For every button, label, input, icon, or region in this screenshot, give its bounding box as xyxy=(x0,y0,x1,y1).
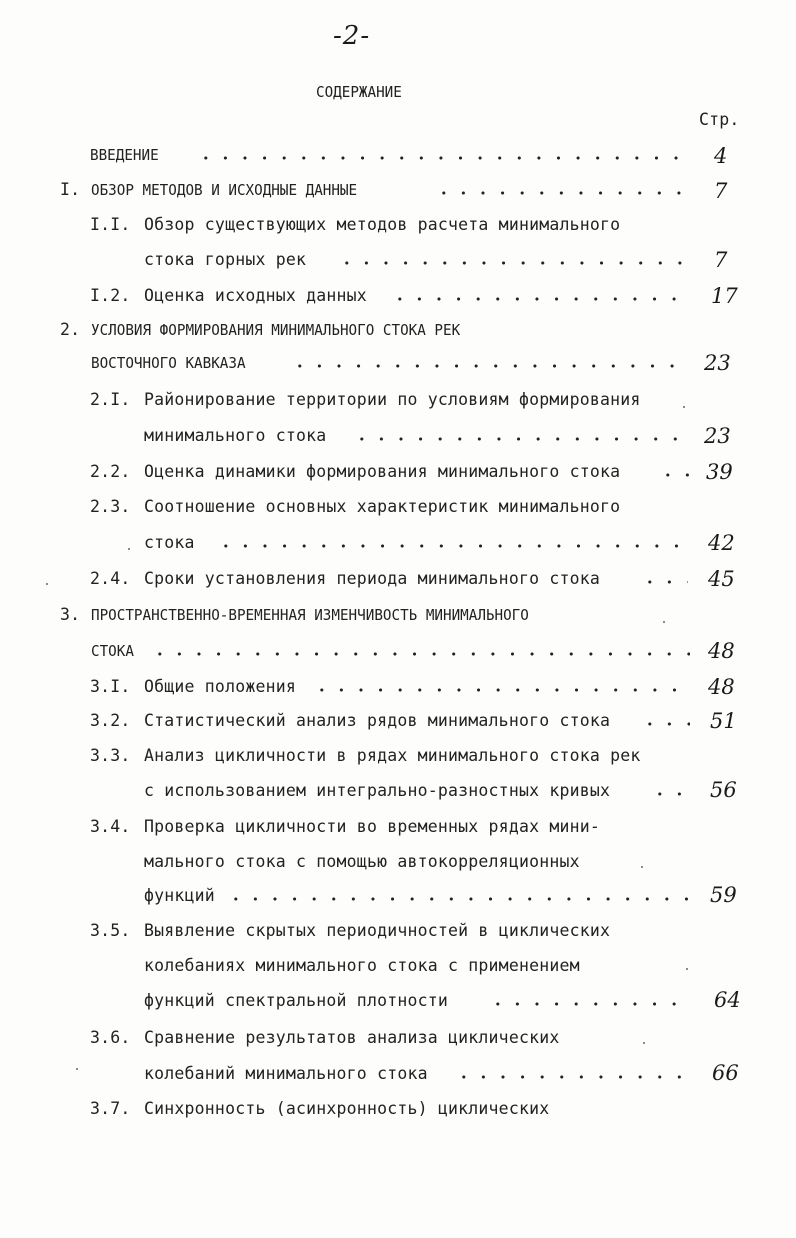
toc-entry-text: Общие положения xyxy=(144,677,297,696)
toc-leader-dots xyxy=(290,363,690,369)
toc-entry-text: ОБЗОР МЕТОДОВ И ИСХОДНЫЕ ДАННЫЕ xyxy=(91,181,358,199)
toc-entry-text: Соотношение основных характеристик минимального xyxy=(144,497,621,516)
toc-leader-dots xyxy=(434,190,689,196)
scan-speck xyxy=(643,1042,645,1044)
toc-leader-dots xyxy=(454,1074,690,1080)
page-column-label: Стр. xyxy=(699,110,740,129)
scan-speck xyxy=(641,866,643,868)
toc-entry-number: 2. xyxy=(60,320,81,339)
toc-entry-text: Проверка цикличности во временных рядах мини- xyxy=(144,817,601,836)
toc-leader-dots xyxy=(640,721,690,727)
toc-entry-number: I.2. xyxy=(90,286,131,305)
toc-entry-text: Анализ цикличности в рядах минимального стока рек xyxy=(144,746,641,765)
toc-leader-dots xyxy=(337,260,687,266)
toc-page-number: 23 xyxy=(704,351,731,375)
toc-page-number: 56 xyxy=(710,778,737,802)
toc-entry-number: 2.4. xyxy=(90,569,131,588)
toc-entry-text: мального стока с помощью автокорреляционных xyxy=(144,852,580,871)
toc-page-number: 64 xyxy=(714,988,741,1012)
toc-entry-text: Обзор существующих методов расчета минимального xyxy=(144,215,621,234)
toc-leader-dots xyxy=(650,791,690,797)
toc-page-number: 51 xyxy=(710,709,737,733)
scan-speck xyxy=(663,621,665,623)
toc-entry-number: 3.I. xyxy=(90,677,131,696)
toc-entry-number: 3.6. xyxy=(90,1028,131,1047)
toc-page-number: 59 xyxy=(710,883,737,907)
toc-leader-dots xyxy=(352,436,687,442)
toc-page-number: 39 xyxy=(706,460,733,484)
toc-leader-dots xyxy=(150,651,690,657)
toc-page-number: 7 xyxy=(714,179,728,203)
toc-entry-text: Синхронность (асинхронность) циклических xyxy=(144,1099,550,1118)
toc-entry-text: Сравнение результатов анализа циклических xyxy=(144,1028,560,1047)
toc-entry-number: 2.2. xyxy=(90,462,131,481)
toc-entry-text: СТОКА xyxy=(91,642,134,660)
toc-entry-number: 3.4. xyxy=(90,817,131,836)
toc-leader-dots xyxy=(226,896,690,902)
toc-page-number: 23 xyxy=(704,424,731,448)
toc-title: СОДЕРЖАНИЕ xyxy=(316,83,402,101)
toc-leader-dots xyxy=(216,543,686,549)
toc-entry-text: функций xyxy=(144,886,215,905)
scan-speck xyxy=(686,968,688,970)
toc-entry-text: ВВЕДЕНИЕ xyxy=(90,146,159,164)
toc-page-number: 66 xyxy=(712,1061,739,1085)
toc-entry-text: с использованием интегрально-разностных кривых xyxy=(144,781,611,800)
toc-leader-dots xyxy=(488,1001,690,1007)
toc-leader-dots xyxy=(640,579,688,585)
toc-entry-text: колебаний минимального стока xyxy=(144,1064,428,1083)
toc-entry-number: 3.7. xyxy=(90,1099,131,1118)
scan-speck xyxy=(76,1068,78,1070)
toc-entry-number: 3.2. xyxy=(90,711,131,730)
toc-entry-text: стока xyxy=(144,533,195,552)
toc-entry-text: ПРОСТРАНСТВЕННО-ВРЕМЕННАЯ ИЗМЕНЧИВОСТЬ МИНИМАЛЬНОГО xyxy=(91,606,529,624)
toc-page-number: 17 xyxy=(711,284,738,308)
toc-entry-text: Статистический анализ рядов минимального стока xyxy=(144,711,611,730)
toc-leader-dots xyxy=(312,687,690,693)
toc-entry-number: 2.I. xyxy=(90,390,131,409)
toc-entry-number: 3.3. xyxy=(90,746,131,765)
toc-entry-text: УСЛОВИЯ ФОРМИРОВАНИЯ МИНИМАЛЬНОГО СТОКА РЕК xyxy=(91,321,461,339)
toc-entry-text: функций спектральной плотности xyxy=(144,991,449,1010)
toc-entry-text: Оценка динамики формирования минимального стока xyxy=(144,462,621,481)
toc-entry-text: Оценка исходных данных xyxy=(144,286,367,305)
scan-speck xyxy=(46,583,48,585)
toc-page-number: 7 xyxy=(714,248,728,272)
toc-page-number: 4 xyxy=(714,144,728,168)
toc-leader-dots xyxy=(658,472,691,478)
toc-entry-text: Выявление скрытых периодичностей в циклических xyxy=(144,921,611,940)
toc-entry-text: Районирование территории по условиям формирования xyxy=(144,390,641,409)
page-number: -2- xyxy=(333,21,371,51)
toc-page-number: 48 xyxy=(708,675,735,699)
toc-page-number: 45 xyxy=(708,567,735,591)
toc-entry-number: 3.5. xyxy=(90,921,131,940)
toc-entry-text: стока горных рек xyxy=(144,250,307,269)
toc-entry-text: Сроки установления периода минимального стока xyxy=(144,569,601,588)
scan-speck xyxy=(683,406,685,408)
toc-entry-text: колебаниях минимального стока с применением xyxy=(144,956,580,975)
toc-entry-number: I. xyxy=(60,180,81,199)
toc-entry-text: ВОСТОЧНОГО КАВКАЗА xyxy=(91,354,246,372)
toc-entry-number: 2.3. xyxy=(90,497,131,516)
toc-entry-text: минимального стока xyxy=(144,426,327,445)
scan-speck xyxy=(128,548,130,550)
toc-entry-number: 3. xyxy=(60,605,81,624)
toc-leader-dots xyxy=(196,155,686,161)
toc-page-number: 48 xyxy=(708,639,735,663)
toc-entry-number: I.I. xyxy=(90,215,131,234)
toc-leader-dots xyxy=(390,296,690,302)
toc-page-number: 42 xyxy=(708,531,735,555)
